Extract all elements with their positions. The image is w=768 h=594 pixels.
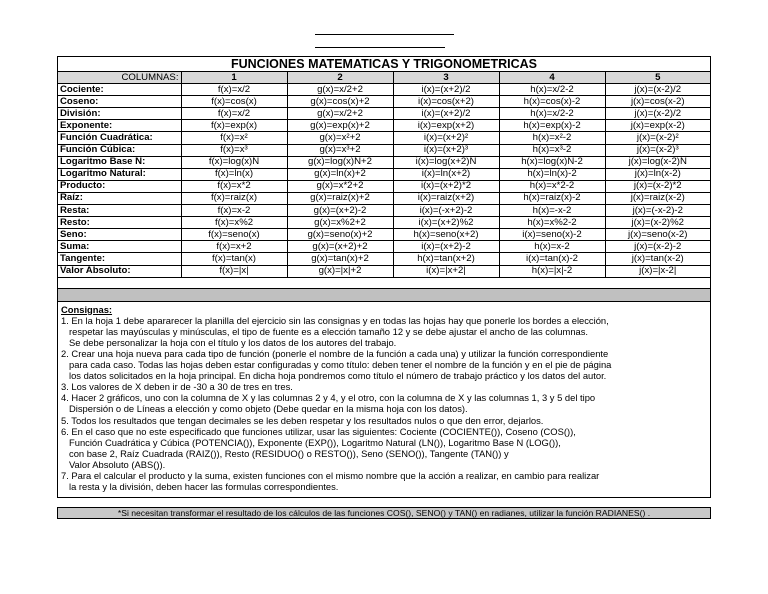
column-header-row [58, 72, 710, 84]
table-cell[interactable]: g(x)=x/2+2 [287, 84, 393, 96]
row-label: Función Cuadrática: [58, 132, 181, 144]
table-cell[interactable]: g(x)=exp(x)+2 [287, 120, 393, 132]
consigna-line: la resta y la división, deben hacer las formulas correspondientes. [69, 481, 339, 493]
row-label: Resta: [58, 205, 181, 217]
table-row [58, 108, 710, 120]
row-label: Cociente: [58, 84, 181, 96]
table-cell[interactable]: h(x)=x%2-2 [499, 217, 605, 229]
row-label: Exponente: [58, 120, 181, 132]
consignas-title: Consignas: [61, 303, 113, 315]
table-cell[interactable]: i(x)=(x+2)/2 [393, 84, 499, 96]
row-label: Producto: [58, 180, 181, 192]
table-cell[interactable]: h(x)=tan(x+2) [393, 253, 499, 265]
table-cell[interactable]: h(x)=x/2-2 [499, 84, 605, 96]
table-cell[interactable]: f(x)=x*2 [181, 180, 287, 192]
table-cell[interactable]: g(x)=log(x)N+2 [287, 156, 393, 168]
table-cell[interactable]: j(x)=(x-2)³ [605, 144, 710, 156]
radianes-note: *Si necesitan transformar el resultado de los cálculos de las funciones COS(), SENO() y TAN() en radianes, utilizar la función RADIANES() . [57, 507, 711, 519]
table-cell[interactable]: f(x)=raiz(x) [181, 192, 287, 204]
column-number: 5 [605, 72, 710, 84]
columns-label: COLUMNAS: [58, 72, 181, 84]
table-cell[interactable]: h(x)=log(x)N-2 [499, 156, 605, 168]
column-number: 1 [181, 72, 287, 84]
table-cell[interactable]: f(x)=log(x)N [181, 156, 287, 168]
table-cell[interactable]: g(x)=(x+2)-2 [287, 205, 393, 217]
table-row [58, 144, 710, 156]
consigna-line: con base 2, Raíz Cuadrada (RAIZ()), Resto (RESIDUO() o RESTO()), Seno (SENO()), Tangente (TAN()) y [69, 447, 509, 459]
table-row [58, 253, 710, 265]
consigna-line: Se debe personalizar la hoja con el título y los datos de los autores del trabajo. [69, 336, 397, 348]
table-cell[interactable]: g(x)=x²+2 [287, 132, 393, 144]
table-cell[interactable]: i(x)=raiz(x+2) [393, 192, 499, 204]
table-cell[interactable]: g(x)=(x+2)+2 [287, 241, 393, 253]
table-cell[interactable]: f(x)=x/2 [181, 84, 287, 96]
table-row [58, 84, 710, 96]
table-row [58, 168, 710, 180]
table-row [58, 132, 710, 144]
top-rule-2 [315, 47, 445, 48]
table-cell[interactable]: g(x)=x³+2 [287, 144, 393, 156]
consignas-list [61, 315, 707, 493]
table-cell[interactable]: h(x)=x*2-2 [499, 180, 605, 192]
table-row [58, 217, 710, 229]
table-cell[interactable]: j(x)=tan(x-2) [605, 253, 710, 265]
table-cell[interactable]: i(x)=(x+2)² [393, 132, 499, 144]
column-number: 3 [393, 72, 499, 84]
table-cell[interactable]: j(x)=ln(x-2) [605, 168, 710, 180]
row-label: Resto: [58, 217, 181, 229]
table-cell[interactable]: g(x)=x%2+2 [287, 217, 393, 229]
table-cell[interactable]: g(x)=x*2+2 [287, 180, 393, 192]
separator-bar [58, 289, 710, 302]
table-cell[interactable]: h(x)=|x|-2 [499, 265, 605, 277]
row-label: Tangente: [58, 253, 181, 265]
top-rule-1 [315, 34, 454, 35]
table-row [58, 180, 710, 192]
functions-table [58, 72, 710, 278]
table-cell[interactable]: g(x)=seno(x)+2 [287, 229, 393, 241]
consigna-line: 2. Crear una hoja nueva para cada tipo de función (ponerle el nombre de la función a cada una) y utilizar la función correspondiente [61, 347, 609, 359]
table-cell[interactable]: f(x)=seno(x) [181, 229, 287, 241]
table-cell[interactable]: i(x)=(x+2)-2 [393, 241, 499, 253]
table-row [58, 265, 710, 277]
table-cell[interactable]: f(x)=x%2 [181, 217, 287, 229]
table-cell[interactable]: i(x)=cos(x+2) [393, 96, 499, 108]
table-cell[interactable]: i(x)=log(x+2)N [393, 156, 499, 168]
table-cell[interactable]: g(x)=raiz(x)+2 [287, 192, 393, 204]
consigna-line: para cada caso. Todas las hojas deben estar configuradas y como título: deben tener el nombre de la función y en el pie de página [69, 359, 612, 371]
table-cell[interactable]: i(x)=(x+2)³ [393, 144, 499, 156]
consigna-line: Dispersión o de Líneas a elección y como objeto (Debe quedar en la misma hoja con los datos). [69, 403, 468, 415]
spreadsheet [57, 56, 711, 498]
table-row [58, 205, 710, 217]
sheet-title: FUNCIONES MATEMATICAS Y TRIGONOMETRICAS [58, 57, 710, 72]
column-number: 4 [499, 72, 605, 84]
row-label: Logaritmo Base N: [58, 156, 181, 168]
table-cell[interactable]: f(x)=|x| [181, 265, 287, 277]
table-cell[interactable]: h(x)=-x-2 [499, 205, 605, 217]
table-cell[interactable]: j(x)=(x-2)-2 [605, 241, 710, 253]
table-row [58, 156, 710, 168]
table-cell[interactable]: j(x)=(x-2)*2 [605, 180, 710, 192]
table-row [58, 192, 710, 204]
row-label: Raíz: [58, 192, 181, 204]
consigna-line: Valor Absoluto (ABS()). [69, 458, 166, 470]
table-cell[interactable]: j(x)=log(x-2)N [605, 156, 710, 168]
table-cell[interactable]: f(x)=x² [181, 132, 287, 144]
row-label: Función Cúbica: [58, 144, 181, 156]
row-label: Logaritmo Natural: [58, 168, 181, 180]
consigna-line: 7. Para el calcular el producto y la suma, existen funciones con el mismo nombre que la acción a realizar, en cambio para realizar [61, 470, 600, 481]
table-cell[interactable]: j(x)=exp(x-2) [605, 120, 710, 132]
consigna-line: 5. Todos los resultados que tengan decimales se les deben respetar y los resultados nulos o que den error, dejarlos. [61, 414, 544, 426]
table-cell[interactable]: h(x)=ln(x)-2 [499, 168, 605, 180]
table-row [58, 120, 710, 132]
table-cell[interactable]: j(x)=seno(x-2) [605, 229, 710, 241]
table-cell[interactable]: j(x)=(x-2)%2 [605, 217, 710, 229]
table-cell[interactable]: i(x)=exp(x+2) [393, 120, 499, 132]
blank-row [58, 278, 710, 289]
row-label: División: [58, 108, 181, 120]
table-cell[interactable]: g(x)=cos(x)+2 [287, 96, 393, 108]
table-cell[interactable]: f(x)=x+2 [181, 241, 287, 253]
table-cell[interactable]: f(x)=cos(x) [181, 96, 287, 108]
consignas [58, 302, 710, 493]
table-cell[interactable]: i(x)=ln(x+2) [393, 168, 499, 180]
consigna-line: Función Cuadrática y Cúbica (POTENCIA()), Exponente (EXP()), Logaritmo Natural (LN()), Logaritmo Base N (LOG()), [69, 436, 561, 448]
table-cell[interactable]: j(x)=(x-2)/2 [605, 84, 710, 96]
row-label: Seno: [58, 229, 181, 241]
table-cell[interactable]: i(x)=(-x+2)-2 [393, 205, 499, 217]
table-cell[interactable]: h(x)=raiz(x)-2 [499, 192, 605, 204]
table-cell[interactable]: g(x)=x/2+2 [287, 108, 393, 120]
table-row [58, 241, 710, 253]
table-cell[interactable]: h(x)=seno(x+2) [393, 229, 499, 241]
table-cell[interactable]: i(x)=(x+2)*2 [393, 180, 499, 192]
table-cell[interactable]: i(x)=|x+2| [393, 265, 499, 277]
table-row [58, 229, 710, 241]
table-cell[interactable]: f(x)=x/2 [181, 108, 287, 120]
table-cell[interactable]: g(x)=tan(x)+2 [287, 253, 393, 265]
table-cell[interactable]: h(x)=x³-2 [499, 144, 605, 156]
table-cell[interactable]: j(x)=(x-2)² [605, 132, 710, 144]
table-cell[interactable]: f(x)=x-2 [181, 205, 287, 217]
consigna-line: respetar las mayúsculas y minúsculas, el tipo de fuente es a elección tamaño 12 y se debe ajustar el ancho de las columnas. [69, 325, 589, 337]
table-cell[interactable]: g(x)=ln(x)+2 [287, 168, 393, 180]
table-cell[interactable]: f(x)=x³ [181, 144, 287, 156]
consigna-line: 3. Los valores de X deben ir de -30 a 30 de tres en tres. [61, 381, 293, 393]
table-cell[interactable]: i(x)=tan(x)-2 [499, 253, 605, 265]
table-cell[interactable]: j(x)=(x-2)/2 [605, 108, 710, 120]
table-cell[interactable]: j(x)=cos(x-2) [605, 96, 710, 108]
table-cell[interactable]: i(x)=(x+2)%2 [393, 217, 499, 229]
table-cell[interactable]: h(x)=x-2 [499, 241, 605, 253]
table-cell[interactable]: h(x)=cos(x)-2 [499, 96, 605, 108]
consigna-line: 1. En la hoja 1 debe apararecer la planilla del ejercicio sin las consignas y en todas las hojas hay que ponerle los bordes a elección, [61, 314, 609, 326]
table-cell[interactable]: f(x)=tan(x) [181, 253, 287, 265]
table-cell[interactable]: f(x)=exp(x) [181, 120, 287, 132]
column-number: 2 [287, 72, 393, 84]
table-cell[interactable]: j(x)=(-x-2)-2 [605, 205, 710, 217]
table-cell[interactable]: g(x)=|x|+2 [287, 265, 393, 277]
table-cell[interactable]: i(x)=(x+2)/2 [393, 108, 499, 120]
table-cell[interactable]: f(x)=ln(x) [181, 168, 287, 180]
table-cell[interactable]: h(x)=exp(x)-2 [499, 120, 605, 132]
functions-table-body [58, 72, 710, 277]
consigna-line: 4. Hacer 2 gráficos, uno con la columna de X y las columnas 2 y 4, y el otro, con la columna de X y las columnas 1, 3 y 5 del tipo [61, 392, 596, 404]
row-label: Coseno: [58, 96, 181, 108]
consigna-line: los datos solicitados en la hoja principal. En dicha hoja pondremos como título el número de trabajo práctico y los datos del autor. [69, 370, 607, 382]
table-cell[interactable]: h(x)=x/2-2 [499, 108, 605, 120]
table-row [58, 96, 710, 108]
row-label: Valor Absoluto: [58, 265, 181, 277]
table-cell[interactable]: h(x)=x²-2 [499, 132, 605, 144]
row-label: Suma: [58, 241, 181, 253]
consigna-line: 6. En el caso que no este especificado que funciones utilizar, usar las siguientes: Cociente (COCIENTE()), Coseno (COS()), [61, 425, 576, 437]
table-cell[interactable]: j(x)=raiz(x-2) [605, 192, 710, 204]
table-cell[interactable]: i(x)=seno(x)-2 [499, 229, 605, 241]
table-cell[interactable]: j(x)=|x-2| [605, 265, 710, 277]
